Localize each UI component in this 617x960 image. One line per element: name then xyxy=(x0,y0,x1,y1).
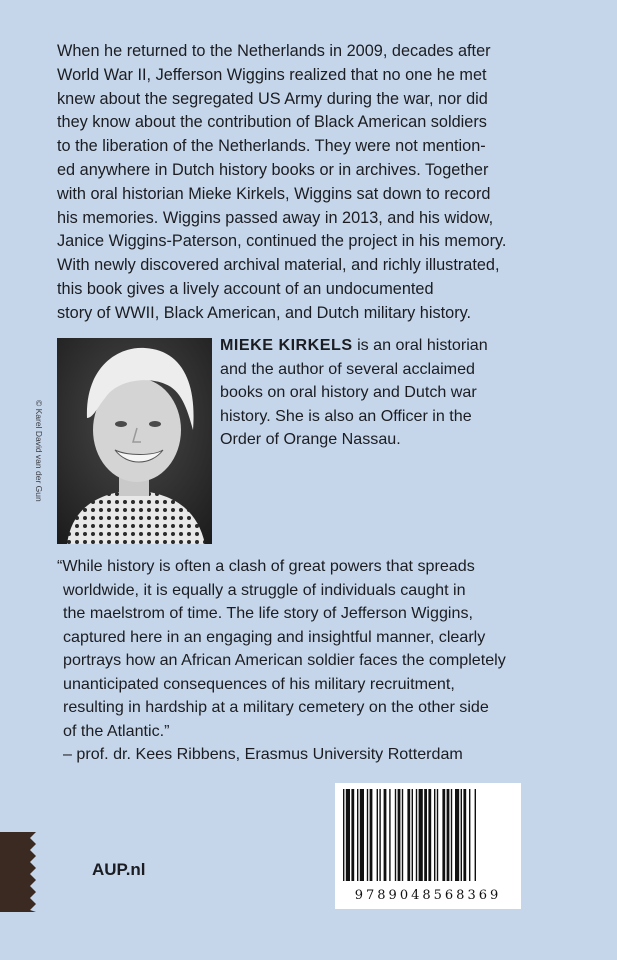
barcode-bar xyxy=(370,789,373,881)
blurb-line: his memories. Wiggins passed away in 2013, and his widow, xyxy=(57,208,494,227)
quote-line: portrays how an African American soldier faces the completely xyxy=(63,651,506,669)
blurb-line: World War II, Jefferson Wiggins realized that no one he met xyxy=(57,65,487,84)
barcode-bar xyxy=(442,789,445,881)
barcode-bar xyxy=(407,789,410,881)
barcode-bar xyxy=(424,789,427,881)
bio-line: and the author of several acclaimed xyxy=(220,359,475,378)
barcode-bar xyxy=(367,789,368,881)
blurb-line: ed anywhere in Dutch history books or in archives. Together xyxy=(57,160,489,179)
barcode-bar xyxy=(384,789,387,881)
endorsement-quote xyxy=(57,555,577,767)
publisher-website[interactable]: AUP.nl xyxy=(92,860,146,879)
barcode-bar xyxy=(412,789,413,881)
barcode-bar xyxy=(447,789,450,881)
barcode-bar xyxy=(398,789,401,881)
barcode-bar xyxy=(416,789,417,881)
publisher-edge-mark xyxy=(0,832,40,912)
barcode-bar xyxy=(434,789,435,881)
barcode-bar xyxy=(377,789,378,881)
blurb-line: Janice Wiggins-Paterson, continued the project in his memory. xyxy=(57,232,507,251)
barcode-bar xyxy=(357,789,358,881)
barcode-bar xyxy=(428,789,431,881)
barcode-bar xyxy=(437,789,438,881)
blurb-line: with oral historian Mieke Kirkels, Wiggins sat down to record xyxy=(57,184,491,203)
barcode-bar xyxy=(469,789,470,881)
blurb-line: this book gives a lively account of an undocumented xyxy=(57,279,434,298)
barcode-bar xyxy=(395,789,396,881)
quote-line: resulting in hardship at a military cemetery on the other side xyxy=(63,698,489,716)
photo-credit: © Karel David van der Gun xyxy=(34,400,44,502)
barcode-bars xyxy=(341,789,515,881)
blurb-line: When he returned to the Netherlands in 2009, decades after xyxy=(57,42,491,60)
bio-line: Order of Orange Nassau. xyxy=(220,430,401,448)
bio-first-line xyxy=(220,334,540,358)
blurb-line: to the liberation of the Netherlands. They were not mention- xyxy=(57,137,486,156)
author-bio xyxy=(220,334,540,452)
bio-line: books on oral history and Dutch war xyxy=(220,383,477,401)
quote-line: worldwide, it is equally a struggle of individuals caught in xyxy=(63,580,466,599)
barcode-bar xyxy=(451,789,452,881)
bio-line: history. She is also an Officer in the xyxy=(220,406,472,425)
quote-line: captured here in an engaging and insightful manner, clearly xyxy=(63,627,486,646)
bio-text: is an oral historian xyxy=(352,336,488,354)
barcode-bar xyxy=(343,789,344,881)
barcode-bar xyxy=(351,789,354,881)
quote-line: of the Atlantic.” xyxy=(63,721,170,740)
back-cover-blurb xyxy=(57,40,577,326)
author-name: MIEKE KIRKELS xyxy=(220,336,353,354)
barcode-bar xyxy=(360,789,364,881)
isbn-number: 9789048568369 xyxy=(354,888,502,903)
barcode-bar xyxy=(379,789,380,881)
barcode-bar xyxy=(346,789,350,881)
barcode-bar xyxy=(461,789,462,881)
barcode-bar xyxy=(402,789,403,881)
author-photo xyxy=(57,338,212,544)
barcode-bar xyxy=(475,789,476,881)
barcode-bar xyxy=(419,789,423,881)
isbn-barcode xyxy=(335,783,521,909)
quote-line: unanticipated consequences of his military recruitment, xyxy=(63,674,455,693)
barcode-bar xyxy=(463,789,466,881)
barcode-bar xyxy=(389,789,390,881)
author-portrait-illustration xyxy=(57,338,212,544)
barcode-bar xyxy=(455,789,459,881)
quote-line: “While history is often a clash of great powers that spreads xyxy=(57,557,475,575)
blurb-line: story of WWII, Black American, and Dutch military history. xyxy=(57,303,472,322)
blurb-line: With newly discovered archival material, and richly illustrated, xyxy=(57,256,500,275)
blurb-line: they know about the contribution of Black American soldiers xyxy=(57,113,487,132)
quote-attribution: – prof. dr. Kees Ribbens, Erasmus University Rotterdam xyxy=(63,745,463,763)
quote-line: the maelstrom of time. The life story of Jefferson Wiggins, xyxy=(63,604,473,622)
blurb-line: knew about the segregated US Army during the war, nor did xyxy=(57,89,488,108)
